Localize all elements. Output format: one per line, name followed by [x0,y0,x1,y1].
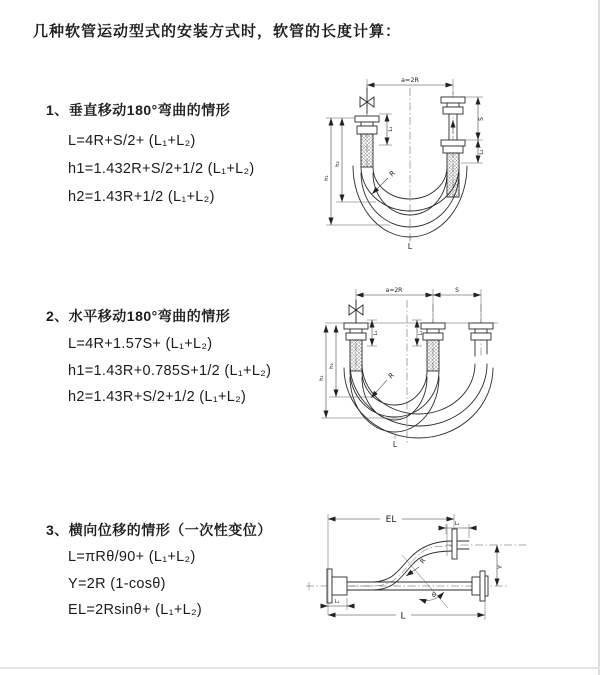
dim-label-a2r: a=2R [385,287,403,294]
dim-label-el: EL [385,515,397,525]
length-label-group [408,237,413,251]
section-1-formula-l: L=4R+S/2+ (L₁+L₂) [68,133,196,149]
length-label: L [407,242,413,251]
centerlines [356,300,481,444]
dimension-l [328,600,485,622]
length-label-group [393,434,398,449]
angle-label: θ [432,591,436,599]
dim-label-l1-top: L₁ [454,521,460,527]
hose-s-curve [347,541,452,590]
section-2-formula-l: L=4R+1.57S+ (L₁+L₂) [68,336,213,352]
dim-label-l: L [400,611,406,622]
centerlines [367,86,453,240]
diagram-horizontal-movement-u-bend [303,276,600,466]
hose-u-bends [344,364,493,438]
dim-label-s: S [455,287,459,294]
dim-label-l1-left: L₁ [334,599,340,605]
dim-label-h2: h₂ [335,161,341,167]
dimension-a2r-s [356,287,481,323]
angle-theta [402,524,448,608]
dimension-l1-top [440,521,475,538]
middle-flange [421,323,445,340]
dim-label-l2: L₂ [479,149,485,155]
section-3-heading: 3、横向位移的情形（一次性变位） [46,522,272,538]
valve-icon [349,300,363,323]
left-flange [355,116,379,134]
dimension-s-l2 [461,97,485,163]
dim-label-a2r: a=2R [400,76,420,84]
section-3-formula-el: EL=2Rsinθ+ (L₁+L₂) [68,602,203,618]
section-1-formula-h1: h1=1.432R+S/2+1/2 (L₁+L₂) [68,161,255,177]
radius-label: R [386,371,396,381]
section-2-heading: 2、水平移动180°弯曲的情形 [46,308,231,324]
section-1-heading: 1、垂直移动180°弯曲的情形 [46,102,231,118]
diagram-vertical-movement-u-bend [306,66,598,258]
left-braided-hose [361,134,373,167]
dimension-l1 [379,114,394,145]
dim-label-y: Y [496,565,504,569]
section-2-formula-h1: h1=1.43R+0.785S+1/2 (L₁+L₂) [68,363,272,379]
right-lower-flange [472,571,488,601]
diagram-lateral-displacement [296,498,600,660]
section-3-formula-l: L=πRθ/90+ (L₁+L₂) [68,549,196,565]
left-flange [344,323,368,340]
radius-label: R [387,169,397,179]
dim-label-h1: h₁ [319,375,325,381]
upper-right-flange [452,529,469,559]
dimension-l1-left [367,320,379,346]
left-flange [327,569,347,603]
radius-leader [371,371,396,398]
length-label: L [392,440,398,449]
page-title: 几种软管运动型式的安装方式时，软管的长度计算： [33,23,402,40]
section-3-formula-y: Y=2R (1-cosθ) [68,576,166,592]
dim-label-s: S [478,117,485,121]
middle-braided-hose [427,340,439,371]
right-upper-flange [441,97,465,114]
dim-label-l1-left: L₁ [373,330,379,336]
dim-label-h1: h₁ [324,175,330,181]
section-2-formula-h2: h2=1.43R+S/2+1/2 (L₁+L₂) [68,389,247,405]
dimension-y [496,545,504,586]
dim-label-h2: h₂ [329,363,335,369]
right-flange [469,323,493,340]
page-bottom-edge [0,667,600,669]
right-braided-hose [447,153,459,197]
dim-label-l1: L₁ [388,126,394,132]
right-lower-flange [441,140,465,153]
radius-label: R [418,556,428,566]
valve-icon [360,88,374,114]
left-braided-hose [350,340,362,371]
section-1-formula-h2: h2=1.43R+1/2 (L₁+L₂) [68,189,215,205]
dim-label-l1-mid: L₁ [418,330,424,336]
